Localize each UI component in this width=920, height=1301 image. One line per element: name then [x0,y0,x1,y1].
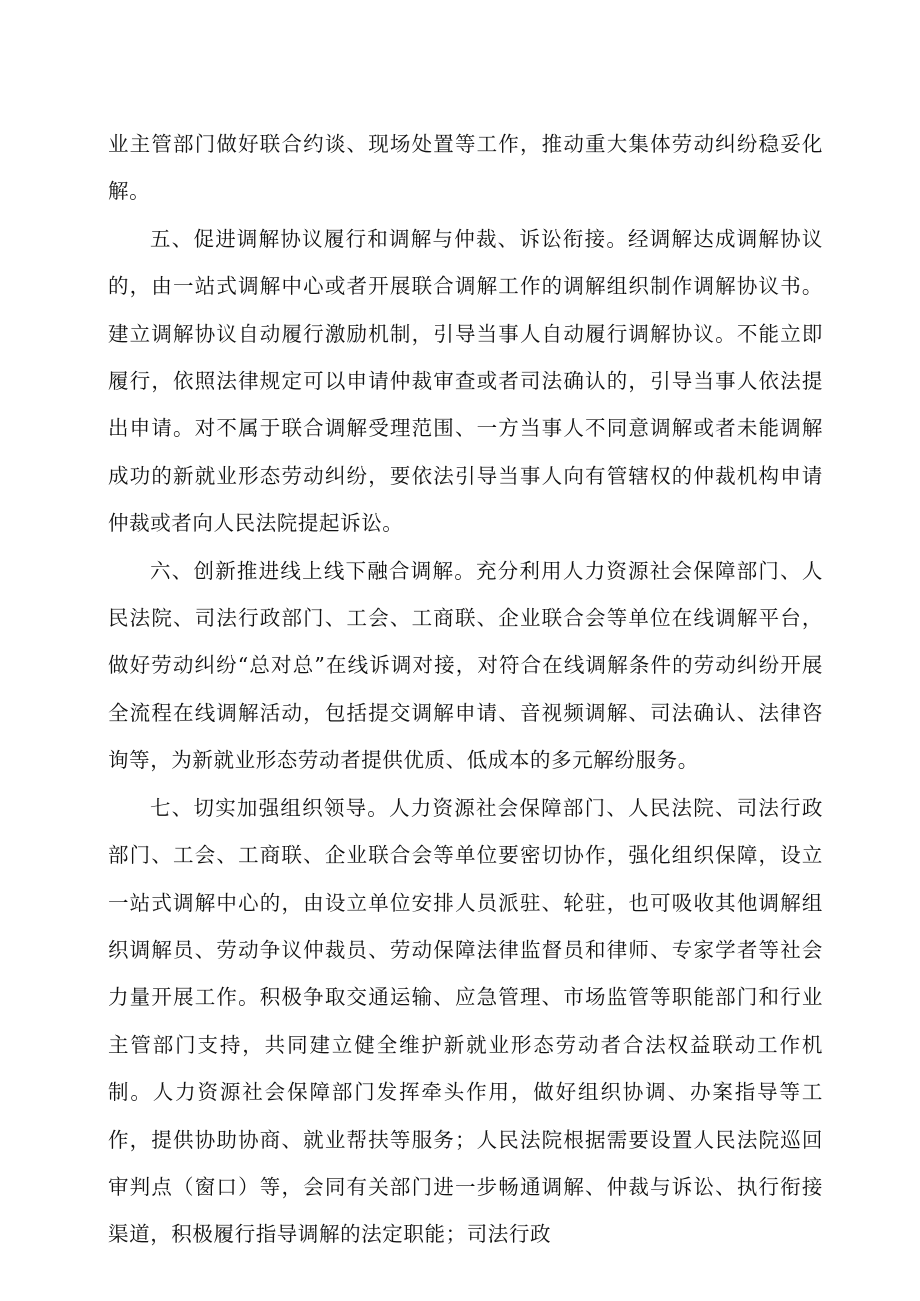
paragraph-section-7: 七、切实加强组织领导。人力资源社会保障部门、人民法院、司法行政部门、工会、工商联、企业联合会等单位要密切协作，强化组织保障，设立一站式调解中心的，由设立单位安排人员派驻、轮驻，也可吸收其他调解组织调解员、劳动争议仲裁员、劳动保障法律监督员和律师、专家学者等社会力量开展工作。积极争取交通运输、应急管理、市场监管等职能部门和行业主管部门支持，共同建立健全维护新就业形态劳动者合法权益联动工作机制。人力资源社会保障部门发挥牵头作用，做好组织协调、办案指导等工作，提供协助协商、就业帮扶等服务；人民法院根据需要设置人民法院巡回审判点（窗口）等，会同有关部门进一步畅通调解、仲裁与诉讼、执行衔接渠道，积极履行指导调解的法定职能；司法行政 [108,795,823,1247]
paragraph-section-6: 六、创新推进线上线下融合调解。充分利用人力资源社会保障部门、人民法院、司法行政部门、工会、工商联、企业联合会等单位在线调解平台，做好劳动纠纷“总对总”在线诉调对接，对符合在线调解条件的劳动纠纷开展全流程在线调解活动，包括提交调解申请、音视频调解、司法确认、法律咨询等，为新就业形态劳动者提供优质、低成本的多元解纷服务。 [108,558,823,773]
paragraph-continuation: 业主管部门做好联合约谈、现场处置等工作，推动重大集体劳动纠纷稳妥化解。 [108,132,823,204]
document-body [108,121,823,1259]
paragraph-section-5: 五、促进调解协议履行和调解与仲裁、诉讼衔接。经调解达成调解协议的，由一站式调解中心或者开展联合调解工作的调解组织制作调解协议书。建立调解协议自动履行激励机制，引导当事人自动履行调解协议。不能立即履行，依照法律规定可以申请仲裁审查或者司法确认的，引导当事人依法提出申请。对不属于联合调解受理范围、一方当事人不同意调解或者未能调解成功的新就业形态劳动纠纷，要依法引导当事人向有管辖权的仲裁机构申请仲裁或者向人民法院提起诉讼。 [108,226,823,536]
